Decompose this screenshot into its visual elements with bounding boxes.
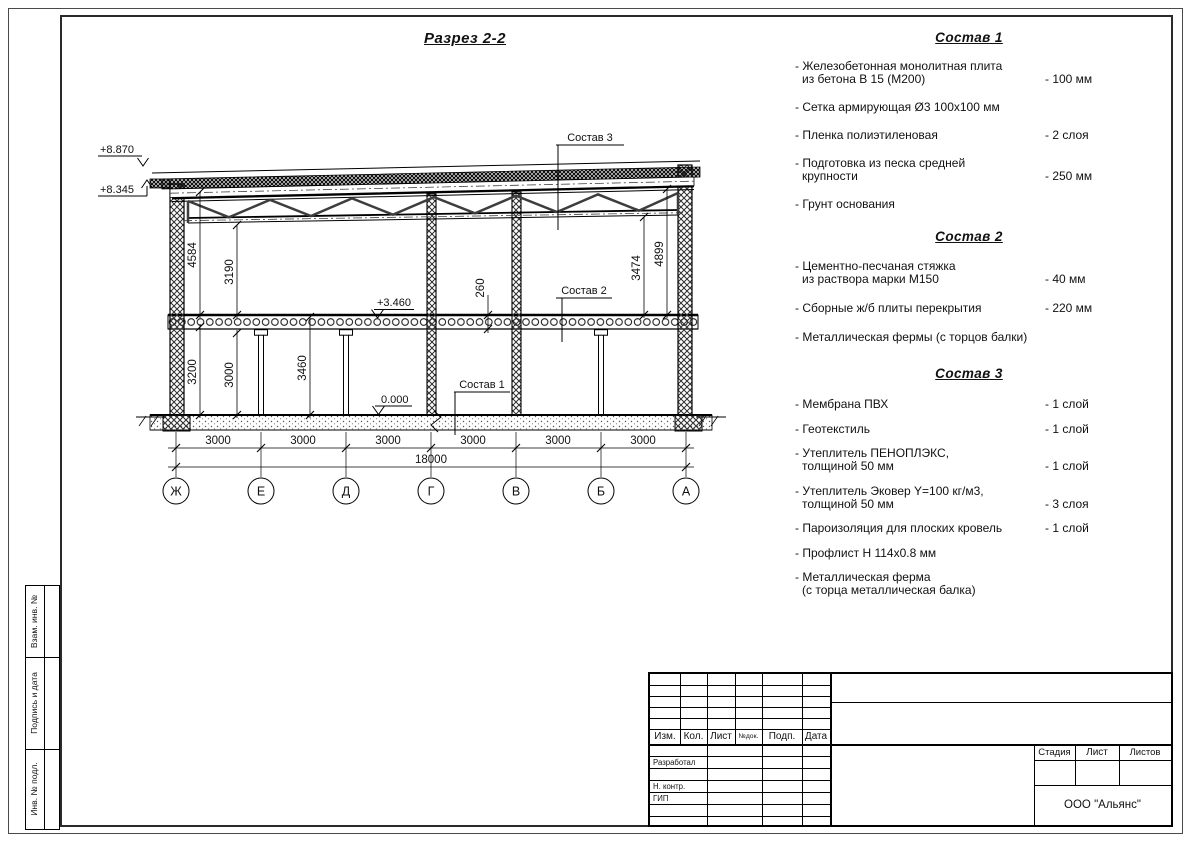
list-item: - Грунт основания [795, 197, 895, 211]
axis-label: Д [341, 484, 351, 499]
tb-col-kol: Кол. [683, 731, 704, 742]
axis-bubbles [163, 478, 699, 504]
composition-3-title: Состав 3 [935, 366, 1003, 381]
svg-text:3474: 3474 [631, 255, 643, 281]
list-item: - Подготовка из песка средней крупности - 250 мм [795, 156, 1093, 183]
list-item: - Геотекстиль - 1 слой [795, 421, 1089, 436]
margin-label-inv: Инв. № подл. [29, 762, 39, 816]
list-item: - Металлическая ферма (с торца металлическая балка) [795, 570, 976, 597]
svg-text:3000: 3000 [460, 435, 486, 447]
tb-sheets: Листов [1129, 746, 1161, 758]
roof-assembly [150, 161, 700, 202]
composition-list-3 [795, 366, 1143, 597]
svg-text:3000: 3000 [375, 435, 401, 447]
svg-text:3000: 3000 [630, 435, 656, 447]
svg-text:4899: 4899 [654, 241, 666, 267]
list-item: - Металлическая фермы (с торцов балки) [795, 330, 1028, 344]
svg-text:+8.870: +8.870 [100, 144, 134, 156]
composition-list-1 [795, 30, 1143, 211]
tb-stage: Стадия [1038, 746, 1071, 758]
tb-sheet: Лист [1086, 746, 1108, 758]
tb-role-developed: Разработал [653, 757, 696, 767]
list-item: - Пленка полиэтиленовая - 2 слоя [795, 128, 1089, 142]
composition-1-title: Состав 1 [935, 30, 1003, 45]
tb-col-list: Лист [710, 731, 732, 742]
svg-text:18000: 18000 [415, 454, 447, 466]
svg-text:3000: 3000 [224, 362, 236, 388]
svg-text:0.000: 0.000 [381, 394, 409, 406]
tb-col-izm: Изм. [654, 731, 676, 742]
list-item: - Железобетонная монолитная плита из бетона В 15 (М200) - 100 мм [795, 59, 1093, 86]
svg-text:3190: 3190 [224, 259, 236, 285]
list-item: - Утеплитель Эковер Y=100 кг/м3, толщиной 50 мм - 3 слоя [795, 483, 1089, 511]
axis-label: Ж [170, 484, 182, 499]
title-block [648, 672, 1173, 827]
tb-col-data: Дата [804, 731, 828, 742]
elevation-mark-roof [98, 180, 153, 196]
list-item: - Профлист Н 114х0.8 мм [795, 545, 937, 560]
list-item: - Сборные ж/б плиты перекрытия - 220 мм [795, 301, 1093, 315]
drawing-title: Разрез 2-2 [423, 30, 506, 47]
list-item: - Сетка армирующая Ø3 100х100 мм [795, 100, 1000, 114]
composition-list-2 [795, 229, 1143, 344]
axis-label: А [681, 484, 691, 499]
tb-role-ncontrol: Н. контр. [653, 781, 686, 791]
axis-label: В [511, 484, 521, 499]
list-item: - Мембрана ПВХ - 1 слой [795, 397, 1089, 411]
svg-text:260: 260 [475, 278, 487, 298]
svg-text:+3.460: +3.460 [377, 297, 411, 309]
margin-label-vzam: Взам. инв. № [29, 594, 39, 649]
margin-label-podpis: Подпись и дата [29, 672, 39, 734]
tb-company: ООО "Альянс" [1064, 799, 1141, 811]
elevation-mark-top [98, 144, 149, 166]
svg-text:3000: 3000 [545, 435, 571, 447]
composition-2-title: Состав 2 [935, 229, 1003, 244]
svg-text:4584: 4584 [187, 242, 199, 268]
axis-label: Г [427, 484, 435, 499]
tb-col-ndok: №док. [738, 733, 759, 740]
svg-text:3000: 3000 [205, 435, 231, 447]
list-item: - Цементно-песчаная стяжка из раствора марки М150 - 40 мм [795, 259, 1086, 286]
svg-text:3000: 3000 [290, 435, 316, 447]
axis-label: Е [256, 484, 266, 499]
svg-text:+8.345: +8.345 [100, 184, 134, 196]
list-item: - Пароизоляция для плоских кровель - 1 слой [795, 521, 1089, 535]
margin-strips [25, 585, 60, 830]
leader-sostav3-label: Состав 3 [567, 132, 613, 144]
axis-label: Б [596, 484, 606, 499]
bottom-dimensions [168, 432, 694, 477]
ground-slab [136, 415, 726, 430]
leader-sostav1-label: Состав 1 [459, 379, 505, 391]
tb-col-podp: Подп. [768, 731, 796, 742]
tb-role-gip: ГИП [653, 793, 669, 803]
svg-text:3460: 3460 [297, 355, 309, 381]
list-item: - Утеплитель ПЕНОПЛЭКС, толщиной 50 мм - 1 слой [795, 446, 1089, 473]
level-mark-zero [373, 394, 413, 415]
roof-edge-block [150, 179, 170, 188]
leader-sostav2-label: Состав 2 [561, 285, 607, 297]
svg-text:3200: 3200 [187, 359, 199, 385]
